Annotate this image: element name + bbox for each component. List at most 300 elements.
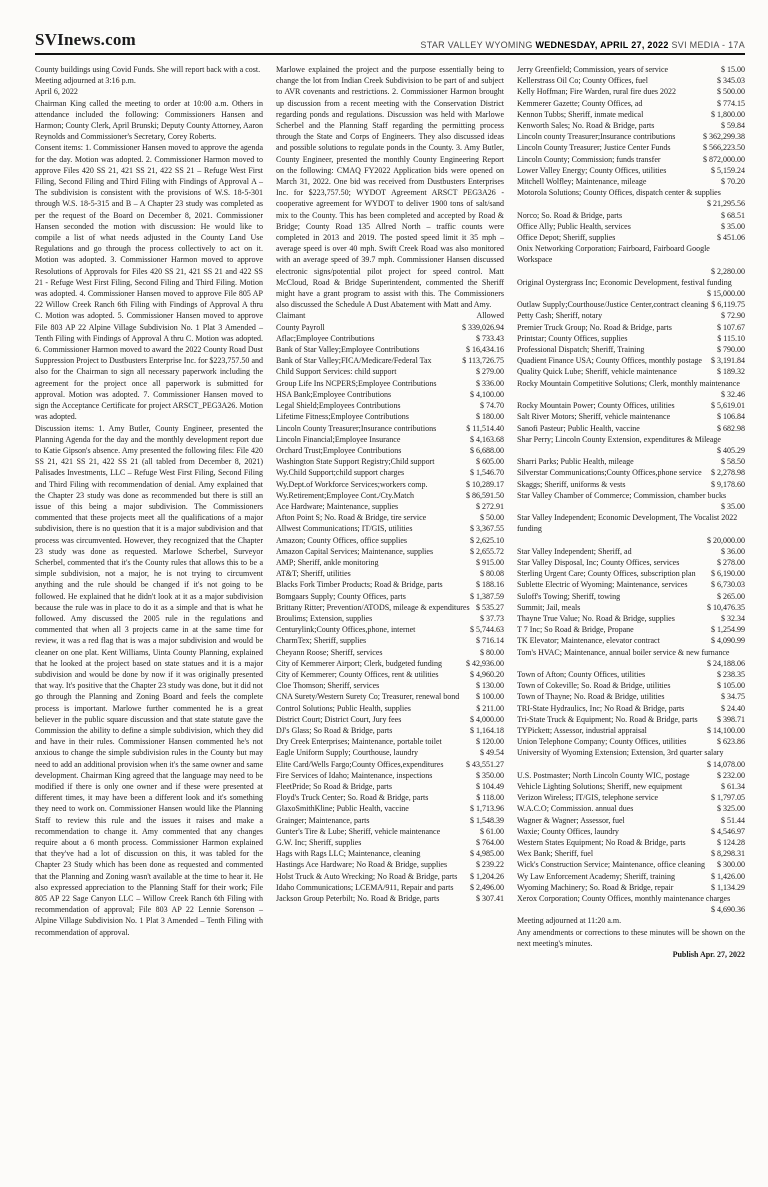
claim-amount: $ 58.50 <box>721 457 745 467</box>
claimant-name: Kennon Tubbs; Sheriff, inmate medical <box>517 109 644 119</box>
claimant-name: City of Kemmerer Airport; Clerk, budgeted funding <box>276 658 442 668</box>
claim-row <box>276 501 504 512</box>
claim-amount: $ 37.73 <box>480 613 504 623</box>
claim-row <box>276 848 504 859</box>
claim-amount: $ 80.00 <box>480 647 504 657</box>
claim-amount: $ 4,985.00 <box>470 849 504 859</box>
claim-row <box>517 456 745 467</box>
claimant-name: Wyoming Machinery; So. Road & Bridge, repair <box>517 882 674 892</box>
claim-row <box>517 86 745 97</box>
claimant-name: TYPickett; Assessor, industrial appraisal <box>517 725 647 735</box>
claimant-name: Wagner & Wagner; Assessor, fuel <box>517 815 625 825</box>
claim-row <box>517 187 745 209</box>
claimant-name: Broulims; Extension, supplies <box>276 613 373 623</box>
claimant-name: Bank of Star Valley;Employee Contributions <box>276 345 420 355</box>
claims-list-col3 <box>517 64 745 915</box>
claim-amount: $ 350.00 <box>476 770 504 780</box>
claim-amount: $ 239.22 <box>476 860 504 870</box>
claim-amount: $ 189.32 <box>717 367 745 377</box>
claim-amount: $ 16,434.16 <box>466 345 504 355</box>
claim-row <box>276 882 504 893</box>
claim-row <box>517 635 745 646</box>
claimant-name: CNA Surety/Western Surety Co; Treasurer, renewal bond <box>276 692 460 702</box>
claim-amount: $ 35.00 <box>721 221 745 231</box>
claimant-name: Quality Quick Lube; Sheriff, vehicle maintenance <box>517 367 677 377</box>
claimant-name: Onix Networking Corporation; Fairboard, Fairboard Google Workspace <box>517 244 710 265</box>
claimant-name: Office Depot; Sheriff, supplies <box>517 233 616 243</box>
claimant-name: HSA Bank;Employee Contributions <box>276 389 392 399</box>
claimant-name: Sterling Urgent Care; County Offices, subscription plan <box>517 569 696 579</box>
claim-row <box>517 747 745 769</box>
claimant-name: Sanofi Pasteur; Public Health, vaccine <box>517 423 640 433</box>
claim-row <box>517 75 745 86</box>
claim-row <box>276 456 504 467</box>
claim-row <box>276 322 504 333</box>
claimant-name: Wy.Child Support;child support charges <box>276 468 405 478</box>
claimant-name: Premier Truck Group; No. Road & Bridge, parts <box>517 322 672 332</box>
claimant-name: Waxie; County Offices, laundry <box>517 826 619 836</box>
claim-row <box>517 568 745 579</box>
column-2 <box>276 64 504 960</box>
claimant-name: T 7 Inc; So Road & Bridge, Propane <box>517 625 634 635</box>
claim-amount: $ 10,476.35 <box>707 602 745 612</box>
claim-row <box>517 400 745 411</box>
claimant-name: University of Wyoming Extension; Extension, 3rd quarter salary <box>517 748 724 758</box>
claim-amount: $ 325.00 <box>717 804 745 814</box>
claimant-name: FleetPride; So Road & Bridge, parts <box>276 782 392 791</box>
claim-amount: $ 104.49 <box>476 782 504 791</box>
claimant-name: Wy Law Enforcement Academy; Sheriff, training <box>517 871 675 881</box>
claim-row <box>517 333 745 344</box>
claimant-name: Jerry Greenfield; Commission, years of service <box>517 65 669 74</box>
claim-row <box>276 803 504 814</box>
claim-row <box>276 479 504 490</box>
claim-amount: $ 14,078.00 <box>707 759 745 769</box>
claimant-name: Control Solutions; Public Health, supplies <box>276 703 411 713</box>
claim-amount: $ 6,190.00 <box>711 569 745 579</box>
claim-row <box>276 389 504 400</box>
claimant-name: Tri-State Truck & Equipment; No. Road & Bridge, parts <box>517 714 698 724</box>
claim-amount: $ 11,514.40 <box>466 423 504 433</box>
claim-amount: $ 5,619.01 <box>711 401 745 411</box>
claimant-name: Kenworth Sales; No. Road & Bridge, parts <box>517 121 655 131</box>
claim-row <box>517 176 745 187</box>
claim-amount: $ 790.00 <box>717 345 745 355</box>
claim-row <box>517 613 745 624</box>
claim-amount: $ 307.41 <box>476 894 504 904</box>
claim-amount: $ 774.15 <box>717 98 745 108</box>
article-columns <box>35 64 745 960</box>
claim-amount: $ 180.00 <box>476 412 504 422</box>
claim-amount: $ 1,548.39 <box>470 815 504 825</box>
claim-row <box>517 467 745 478</box>
claimant-name: Sharri Parks; Public Health, mileage <box>517 457 634 467</box>
claimant-name: Summit; Jail, meals <box>517 602 581 612</box>
claim-amount: $ 124.28 <box>717 838 745 848</box>
folio-location: STAR VALLEY WYOMING <box>420 40 533 50</box>
claim-amount: $ 3,191.84 <box>711 356 745 366</box>
claim-amount: $ 300.00 <box>717 860 745 870</box>
claimant-name: Fire Services of Idaho; Maintenance, inspections <box>276 770 433 780</box>
claimant-name: Town of Cokeville; So. Road & Bridge, utilities <box>517 681 671 691</box>
claimant-name: Bomgaars Supply; County Offices, parts <box>276 591 406 601</box>
claimant-name: Lifetime Fitness;Employee Contributions <box>276 412 409 422</box>
claim-amount: $ 362,299.38 <box>703 132 745 142</box>
claimant-name: Floyd's Truck Center; So. Road & Bridge, parts <box>276 793 429 803</box>
claimant-name: Town of Thayne; No. Road & Bridge, utilities <box>517 692 665 702</box>
claim-amount: $ 188.16 <box>476 580 504 590</box>
claimant-name: Salt River Motors; Sheriff, vehicle maintenance <box>517 412 671 422</box>
claim-row <box>276 792 504 803</box>
minutes-paragraph: County buildings using Covid Funds. She will report back with a cost. <box>35 65 261 74</box>
claim-amount: $ 34.75 <box>721 692 745 702</box>
claimant-name: Skaggs; Sheriff, uniforms & vests <box>517 479 626 489</box>
claim-amount: $ 10,289.17 <box>466 479 504 489</box>
claim-row <box>517 120 745 131</box>
claimant-name: Quadient Finance USA; County Offices, monthly postage <box>517 356 702 366</box>
claimant-name: AT&T; Sheriff, utilities <box>276 569 351 579</box>
claim-amount: $ 59.84 <box>721 121 745 131</box>
claim-row <box>517 859 745 870</box>
claims-table-header <box>276 310 504 321</box>
claimant-name: Lincoln county Treasurer;Insurance contributions <box>517 132 676 142</box>
claimant-name: Petty Cash; Sheriff, notary <box>517 311 603 321</box>
claim-row <box>517 165 745 176</box>
claim-amount: $ 72.90 <box>721 311 745 321</box>
claim-row <box>517 109 745 120</box>
claim-amount: $ 6,119.75 <box>711 300 745 310</box>
closing-line: Any amendments or corrections to these minutes will be shown on the next meeting's minutes. <box>517 927 745 948</box>
claim-row <box>276 680 504 691</box>
claim-amount: $ 113,726.75 <box>462 356 504 366</box>
claim-row <box>276 781 504 792</box>
claim-amount: $ 1,387.59 <box>470 591 504 601</box>
claimant-name: Suloff's Towing; Sheriff, towing <box>517 591 621 601</box>
claim-amount: $ 36.00 <box>721 546 745 556</box>
claim-row <box>517 98 745 109</box>
claimant-name: Jackson Group Peterbilt; No. Road & Bridge, parts <box>276 894 440 904</box>
claimant-name: Kemmerer Gazette; County Offices, ad <box>517 98 643 108</box>
claim-amount: $ 733.43 <box>476 333 504 343</box>
claim-row <box>517 64 745 75</box>
claim-row <box>517 299 745 310</box>
claim-amount: $ 398.71 <box>717 714 745 724</box>
claim-row <box>517 837 745 848</box>
claim-row <box>517 882 745 893</box>
claimant-name: Thayne True Value; No. Road & Bridge, supplies <box>517 613 675 623</box>
claim-row <box>276 624 504 635</box>
claim-amount: $ 4,000.00 <box>470 714 504 724</box>
claimant-name: Star Valley Chamber of Commerce; Commission, chamber bucks <box>517 490 727 500</box>
claim-amount: $ 339,026.94 <box>462 322 504 332</box>
claim-amount: $ 764.00 <box>476 838 504 848</box>
folio-date: WEDNESDAY, APRIL 27, 2022 <box>535 40 669 50</box>
claim-amount: $ 9,178.60 <box>711 479 745 489</box>
claim-row <box>276 613 504 624</box>
claim-amount: $ 118.00 <box>476 793 504 803</box>
claim-amount: $ 130.00 <box>476 681 504 691</box>
claim-amount: $ 265.00 <box>717 591 745 601</box>
claim-amount: $ 272.91 <box>476 501 504 511</box>
claim-amount: $ 2,625.10 <box>470 535 504 545</box>
claim-amount: $ 106.84 <box>717 412 745 422</box>
claim-row <box>276 736 504 747</box>
claimant-name: Dry Creek Enterprises; Maintenance, portable toilet <box>276 737 442 747</box>
claim-amount: $ 336.00 <box>476 378 504 388</box>
claimant-name: Silverstar Communications;County Offices,phone service <box>517 468 702 478</box>
claim-row <box>276 602 504 613</box>
claimant-name: Norco; So. Road & Bridge, parts <box>517 210 623 220</box>
claimant-name: Kellerstrass Oil Co; County Offices, fuel <box>517 76 648 86</box>
claim-row <box>517 243 745 277</box>
claimant-name: Western States Equipment; No Road & Bridge, parts <box>517 838 686 848</box>
claimant-name: Centurylink;County Offices,phone, internet <box>276 625 416 635</box>
claim-row <box>517 512 745 546</box>
claimant-name: Mitchell Wolfley; Maintenance, mileage <box>517 177 647 187</box>
claimant-name: Motorola Solutions; County Offices, dispatch center & supplies <box>517 188 721 198</box>
claim-amount: $ 21,295.56 <box>707 199 745 209</box>
column-1-paragraphs <box>35 64 263 938</box>
claimant-name: TK Elevator; Maintenance, elevator contract <box>517 636 660 646</box>
claim-amount: $ 1,164.18 <box>470 725 504 735</box>
claim-amount: $ 24,188.06 <box>707 658 745 668</box>
claimant-name: Star Valley Independent; Economic Development, The Vocalist 2022 funding <box>517 513 738 534</box>
claim-amount: $ 42,936.00 <box>466 658 504 668</box>
minutes-paragraph: April 6, 2022 <box>35 87 78 97</box>
claim-row <box>276 535 504 546</box>
claim-amount: $ 605.00 <box>476 457 504 467</box>
claimant-name: Holst Truck & Auto Wrecking; No Road & Bridge, parts <box>276 871 458 881</box>
claim-amount: $ 451.06 <box>717 233 745 243</box>
claimant-name: Wick's Construction Service; Maintenance, office cleaning <box>517 860 706 870</box>
claim-row <box>517 423 745 434</box>
column-1 <box>35 64 263 960</box>
claimant-name: Cloe Thomson; Sheriff, services <box>276 681 380 691</box>
claimant-name: DJ's Glass; So Road & Bridge, parts <box>276 725 393 735</box>
claim-row <box>276 725 504 736</box>
claim-amount: $ 278.00 <box>717 557 745 567</box>
claim-amount: $ 682.98 <box>717 423 745 433</box>
claim-row <box>517 781 745 792</box>
claim-amount: $ 100.00 <box>476 692 504 702</box>
claimant-name: TRI-State Hydraulics, Inc; No Road & Bridge, parts <box>517 703 685 713</box>
minutes-paragraph: Consent items: 1. Commissioner Hansen moved to approve the agenda for the day. Motion was adopted. 2. Commissioner Harmon moved to approve Files 420 SS 21, 421 SS 21, 422 SS 21 – Refuge West First Filing, Second Filing and Third Filing with Findings of Approval A – The subdivision is consistent with the provisions of W.S. 18-5-301 through W.S. 18-5-315 and B – A Chapter 23 study was completed as per the request of the Board on December 8, 2021. Commissioner Hansen seconded the motion with discussion: He would like to compile a list of what needs adjusted in the County Land Use Regulations and go through the process collectively to act on it. Motion was adopted. 3. Commissioner Harmon moved to approve Resolutions of Approvals for Files 420 SS 21, 421 SS 21 and 422 SS 21 - Refuge West First Filing, Second Filing and Third Filing. Motion was adopted. 4. Commissioner Hansen moved to approve File 805 AP 22 Willow Creek Ranch 6th Filing with Findings of Approval A thru C. Motion was adopted. 5. Commissioner Hansen moved to approve File 803 AP 22 Alpine Village Subdivision No. 1 Plat 3 Amended – Tenth Filing with Findings of Approval A thru C. Motion was adopted. 6. Commissioner Harmon moved to award the 2022 County Road Dust Suppression Project to Dustbusters Enterprise Inc. for $223,757.50 and also for the Chairman to sign all necessary paperwork including the agreement for the project once all paperwork is submitted for approval. Motion was adopted. 7. Commissioner Hansen moved to sign the Acceptance Certificate for project ARSCT_PEG3A26. Motion was adopted. <box>35 143 263 422</box>
claim-amount: $ 43,551.27 <box>466 759 504 769</box>
claim-row <box>276 871 504 882</box>
claimant-name: Afton Point S; No. Road & Bridge, tire service <box>276 513 427 523</box>
claim-amount: $ 211.00 <box>476 703 504 713</box>
claim-amount: $ 1,713.96 <box>470 804 504 814</box>
claimant-name: Rocky Mountain Power; County Offices, utilities <box>517 401 675 411</box>
claim-row <box>276 815 504 826</box>
claim-row <box>276 669 504 680</box>
claim-row <box>517 344 745 355</box>
claim-row <box>276 635 504 646</box>
claim-amount: $ 872,000.00 <box>703 154 745 164</box>
claim-amount: $ 4,690.36 <box>711 905 745 915</box>
claim-row <box>517 479 745 490</box>
claim-row <box>517 815 745 826</box>
claim-row <box>517 647 745 669</box>
claim-row <box>517 736 745 747</box>
claimant-name: Tom's HVAC; Maintenance, annual boiler service & new furnance <box>517 647 730 657</box>
claims-header-allowed: Allowed <box>476 311 504 321</box>
claim-row <box>276 747 504 758</box>
claim-row <box>517 221 745 232</box>
claim-row <box>517 826 745 837</box>
claimant-name: Amazon; County Offices, office supplies <box>276 535 408 545</box>
claim-row <box>276 411 504 422</box>
claim-row <box>276 333 504 344</box>
claim-amount: $ 623.86 <box>717 737 745 747</box>
claimant-name: GlaxoSmithKline; Public Health, vaccine <box>276 804 409 814</box>
claim-row <box>517 277 745 299</box>
claim-amount: $ 120.00 <box>476 737 504 747</box>
claim-amount: $ 1,426.00 <box>711 871 745 881</box>
claim-amount: $ 115.10 <box>717 333 745 343</box>
claim-amount: $ 35.00 <box>721 501 745 511</box>
claimant-name: Kelly Hoffman; Fire Warden, rural fire dues 2022 <box>517 87 677 97</box>
claimant-name: Idaho Communications; LCEMA/911, Repair and parts <box>276 882 454 892</box>
claim-row <box>517 210 745 221</box>
claim-amount: $ 6,730.03 <box>711 580 745 590</box>
claim-row <box>517 848 745 859</box>
claim-row <box>276 423 504 434</box>
claim-row <box>517 871 745 882</box>
claim-row <box>276 546 504 557</box>
claim-amount: $ 68.51 <box>721 210 745 220</box>
claim-row <box>517 322 745 333</box>
claim-row <box>276 400 504 411</box>
claimant-name: Verizon Wireless; IT/GIS, telephone service <box>517 793 659 803</box>
claimant-name: Lincoln County Treasurer; Justice Center Funds <box>517 143 671 153</box>
claim-row <box>517 792 745 803</box>
claimant-name: Union Telephone Company; County Offices, utilities <box>517 737 687 747</box>
claimant-name: Xerox Corporation; County Offices, monthly maintenance charges <box>517 894 731 904</box>
claimant-name: Hastings Ace Hardware; No Road & Bridge, supplies <box>276 860 448 870</box>
claim-amount: $ 8,298.31 <box>711 849 745 859</box>
claim-amount: $ 1,254.99 <box>711 625 745 635</box>
claimant-name: CharmTex; Sheriff, supplies <box>276 636 367 646</box>
claimant-name: Wex Bank; Sheriff, fuel <box>517 849 594 859</box>
claimant-name: Amazon Capital Services; Maintenance, supplies <box>276 546 434 556</box>
claim-row <box>517 602 745 613</box>
claim-amount: $ 2,655.72 <box>470 546 504 556</box>
claim-amount: $ 70.20 <box>721 177 745 187</box>
claims-list-col2 <box>276 322 504 905</box>
claimant-name: Lincoln County Treasurer;Insurance contributions <box>276 423 437 433</box>
claimant-name: Wy.Retirement;Employee Cont./Cty.Match <box>276 490 415 500</box>
claim-row <box>276 714 504 725</box>
claim-amount: $ 80.08 <box>480 569 504 579</box>
claim-row <box>276 658 504 669</box>
claim-amount: $ 500.00 <box>717 87 745 97</box>
claim-amount: $ 2,496.00 <box>470 882 504 892</box>
claim-amount: $ 232.00 <box>717 770 745 780</box>
claim-row <box>276 893 504 904</box>
claimant-name: Allwest Communications; IT/GIS, utilities <box>276 524 413 534</box>
claim-row <box>517 714 745 725</box>
claimant-name: Wy.Dept.of Workforce Services;workers comp. <box>276 479 428 489</box>
claimant-name: District Court; District Court, Jury fees <box>276 714 402 724</box>
claimant-name: Office Ally; Public Health, services <box>517 221 631 231</box>
claim-row <box>276 344 504 355</box>
claim-row <box>276 703 504 714</box>
claimant-name: G.W. Inc; Sheriff, supplies <box>276 838 362 848</box>
claim-amount: $ 14,100.00 <box>707 725 745 735</box>
claim-amount: $ 716.14 <box>476 636 504 646</box>
claim-amount: $ 238.35 <box>717 669 745 679</box>
claimant-name: Grainger; Maintenance, parts <box>276 815 370 825</box>
claimant-name: Gunter's Tire & Lube; Sheriff, vehicle maintenance <box>276 826 441 836</box>
claimant-name: Legal Shield;Employees Contributions <box>276 401 401 411</box>
claimant-name: Cheyann Roose; Sheriff, services <box>276 647 383 657</box>
claim-row <box>517 154 745 165</box>
claim-row <box>276 759 504 770</box>
claimant-name: Professional Dispatch; Sheriff, Training <box>517 345 645 355</box>
claim-row <box>276 445 504 456</box>
claim-amount: $ 915.00 <box>476 557 504 567</box>
claimant-name: Outlaw Supply;Courthouse/Justice Center,contract cleaning <box>517 300 709 310</box>
claim-row <box>517 131 745 142</box>
claim-row <box>517 310 745 321</box>
claimant-name: Orchard Trust;Employee Contributions <box>276 445 402 455</box>
minutes-paragraph: Discussion items: 1. Amy Butler, County Engineer, presented the Planning Agenda for the day and the monthly development report due to Katie Gipson's absence. Amy presented the following files: File 420 SS 21, 421 SS 21, 422 SS 21 (all tabled from December 8, 2021) Palisades Investments, LLC – Refuge West First Filing, Second Filing and Third Filing with recommendation of denial. Amy explained that the Chapter 23 study was done as recommended but there is still an issue of this being a major subdivision. The Commissioners commented that these projects meet all the qualifications of a major subdivision, there is no question that it is a major subdivision and that process was circumvented. However, they recognized that the Chapter 23 study was done as requested. Marlowe Scherbel, Surveyor Scherbel, commented that it's the County rules that allows this to be a simple subdivision, not a major, he is not trying to circumvent anything and the rule should be changed if it's not going to be followed. He explained that he didn't look at it as a major subdivision because the rule was in place to do it as a simple and that is what he followed. Amy discussed the 2005 rule in the regulations and commented that when all 3 projects came in at the same time for review, it was a red flag that is was a major subdivision and would be cleaner on one plat. Kent Williams, Uinta County Planning, explained that he looked at the project based on state statues and it is a major subdivision and would be done by now if it was originally presented that way. It's positive that the Chapter 23 study was done, but it did not go through the Planning and Zoning Board and feels the complete process is important. Marlowe further commented he is a great believer in the public square discussion and that state statute gave the Commission the ability to define a simple subdivision, which they did and have in their rules. Commissioner Hansen commented he's not anxious to change the simple subdivision rules in the County but may need to add an additional provision when it's the same owner and same development. Chairman King agreed that the language may need to be modified if there is only one owner and if these were presented at different times, it may have been a different look and it's something they need to work on. Commissioner Hansen would like the Planning Staff to review this rule and the issues it raises and make a recommendation to change it. Amy commented that any changes require about a 6 month process. Commissioner Harmon explained that they've had a lot of discussion on this, it was tabled for the Chapter 23 Study which has been done as requested and commented that the Planning and Zoning wasn't available at the time to hear it. He also expressed appreciation to the Planning Staff for their work; File 805 AP 22 Sage Canyon LLC – Willow Creek Ranch 6th Filing with recommendation of approval; File 803 AP 22 Lennie Sorenson – Alpine Village Subdivision No. 1 Plat 3 Amended – Tenth Filing with recommendation of approval. <box>35 423 263 937</box>
claim-amount: $ 4,100.00 <box>470 389 504 399</box>
claim-row <box>276 691 504 702</box>
claimant-name: Lincoln County; Commission; funds transfer <box>517 154 661 164</box>
claimant-name: Blacks Fork Timber Products; Road & Bridge, parts <box>276 580 443 590</box>
claim-row <box>276 837 504 848</box>
claimant-name: Rocky Mountain Competitive Solutions; Clerk, monthly maintenance <box>517 378 740 388</box>
claim-row <box>517 579 745 590</box>
claimant-name: Sublette Electric of Wyoming; Maintenance, services <box>517 580 688 590</box>
claimant-name: Bank of Star Valley;FICA/Medicare/Federal Tax <box>276 356 432 366</box>
folio-media-page: SVI MEDIA - 17A <box>671 40 745 50</box>
claim-amount: $ 1,797.05 <box>711 793 745 803</box>
claimant-name: Shar Perry; Lincoln County Extension, expenditures & Mileage <box>517 434 721 444</box>
claim-row <box>276 434 504 445</box>
claim-row <box>276 512 504 523</box>
claimant-name: Lincoln Financial;Employee Insurance <box>276 434 401 444</box>
column-3 <box>517 64 745 960</box>
claimant-name: Vehicle Lighting Solutions; Sheriff, new equipment <box>517 782 683 791</box>
claim-row <box>517 591 745 602</box>
claim-row <box>276 378 504 389</box>
claimant-name: Lower Valley Energy; County Offices, utilities <box>517 165 667 175</box>
claim-row <box>276 557 504 568</box>
minutes-paragraph: Meeting adjourned at 3:16 p.m. <box>35 76 136 86</box>
claimant-name: Original Oystergrass Inc; Economic Development, festival funding <box>517 277 732 287</box>
claim-amount: $ 105.00 <box>717 681 745 691</box>
claim-amount: $ 345.03 <box>717 76 745 86</box>
claimant-name: County Payroll <box>276 322 325 332</box>
claim-amount: $ 405.29 <box>717 445 745 455</box>
claim-row <box>517 669 745 680</box>
claim-amount: $ 15,000.00 <box>707 289 745 299</box>
claimant-name: Town of Afton; County Offices, utilities <box>517 669 646 679</box>
claim-amount: $ 5,744.63 <box>470 625 504 635</box>
claim-amount: $ 32.46 <box>721 389 745 399</box>
claimant-name: Elite Card/Wells Fargo;County Offices,expenditures <box>276 759 444 769</box>
claimant-name: AMP; Sheriff, ankle monitoring <box>276 557 379 567</box>
claim-row <box>517 893 745 915</box>
claim-row <box>276 490 504 501</box>
claim-row <box>276 859 504 870</box>
minutes-paragraph: Marlowe explained the project and the purpose essentially being to change the lot from Indian Creek Subdivision to be part of and subject to AVR covenants and restrictions. 2. Commissioner Harmon brought up discussion from a recent meeting with the Conservation District regarding ponds and regulations. Discussion was held with Marlowe Scherbel and the Planning Staff regarding the permitting process through the State and Corps of Engineers. They also discussed ideas and possible solutions to regulate ponds in the County. 3. Amy Butler, County Engineer, presented the monthly County Engineering Report on the following: CMAQ FY2022 Application bids were opened on March 31, 2022. One bid was received from Dustbusters Enterprises Inc. for $223,757.50; WYDOT Agreement ARSCT PEG3A26 - cooperative agreement for WYDOT to deliver 1900 tons of salt/sand mix to the County. This has been completed and accepted by Road & Bridge; County Road 135 Allred North – traffic counts were completed in 2013 and 2019. The posted speed limit it 35 mph – average speed is over 40 mph. Swift Creek Road was also monitored with an average speed of 39.7 mph. Commissioner Hansen discussed electronic signs/potential pilot project for speed control. Matt McCloud, Road & Bridge Superintendent, commented the Sheriff might have a grant program to assist with this. The Commissioners also discussed the Schedule A Dust Abatement with Matt and Amy. <box>276 65 504 310</box>
claim-amount: $ 1,546.70 <box>470 468 504 478</box>
claim-amount: $ 15.00 <box>721 65 745 74</box>
